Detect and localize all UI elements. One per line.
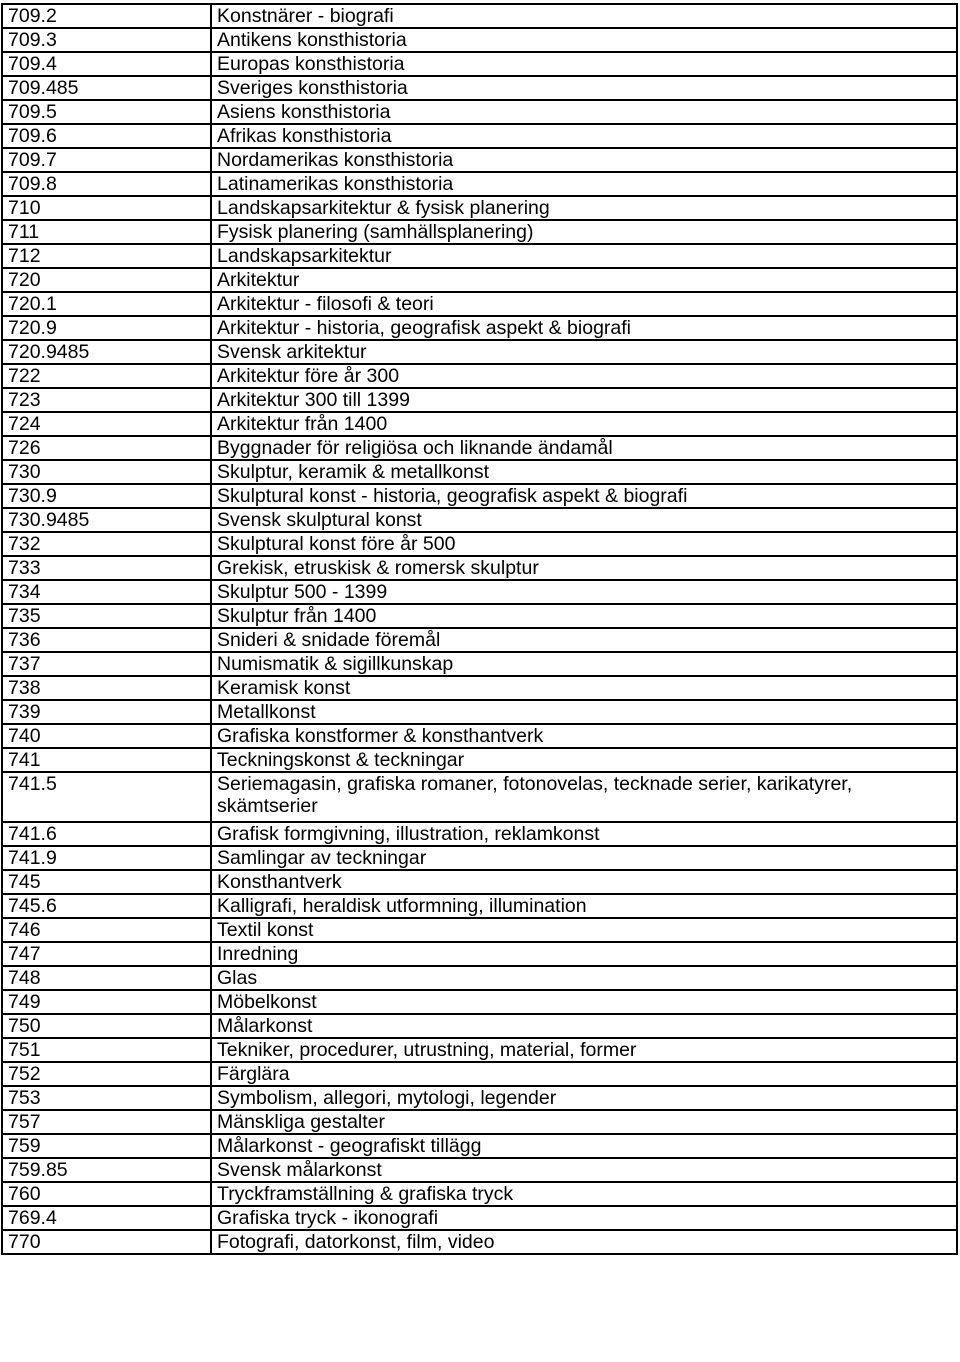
classification-title: Arkitektur - historia, geografisk aspekt & biografi <box>211 316 957 340</box>
classification-code: 748 <box>2 966 211 990</box>
classification-title: Europas konsthistoria <box>211 52 957 76</box>
classification-code: 732 <box>2 532 211 556</box>
classification-code: 709.3 <box>2 28 211 52</box>
table-row <box>2 1110 957 1134</box>
table-row <box>2 724 957 748</box>
classification-title: Arkitektur - filosofi & teori <box>211 292 957 316</box>
classification-code: 741.9 <box>2 846 211 870</box>
table-row <box>2 1182 957 1206</box>
classification-title: Afrikas konsthistoria <box>211 124 957 148</box>
table-row <box>2 412 957 436</box>
classification-code: 745.6 <box>2 894 211 918</box>
classification-code: 769.4 <box>2 1206 211 1230</box>
classification-code: 712 <box>2 244 211 268</box>
classification-title: Färglära <box>211 1062 957 1086</box>
table-row <box>2 52 957 76</box>
classification-title: Konsthantverk <box>211 870 957 894</box>
table-row <box>2 942 957 966</box>
classification-code: 757 <box>2 1110 211 1134</box>
table-row <box>2 292 957 316</box>
classification-code: 709.6 <box>2 124 211 148</box>
table-row <box>2 460 957 484</box>
table-row <box>2 772 957 822</box>
table-row <box>2 990 957 1014</box>
classification-code: 747 <box>2 942 211 966</box>
classification-code: 739 <box>2 700 211 724</box>
classification-code: 722 <box>2 364 211 388</box>
classification-title: Fysisk planering (samhällsplanering) <box>211 220 957 244</box>
classification-title: Samlingar av teckningar <box>211 846 957 870</box>
classification-code: 709.8 <box>2 172 211 196</box>
table-row <box>2 1206 957 1230</box>
classification-title: Målarkonst - geografiskt tillägg <box>211 1134 957 1158</box>
table-row <box>2 340 957 364</box>
classification-title: Skulptur, keramik & metallkonst <box>211 460 957 484</box>
classification-title: Arkitektur 300 till 1399 <box>211 388 957 412</box>
classification-title: Grafiska tryck - ikonografi <box>211 1206 957 1230</box>
table-row <box>2 628 957 652</box>
table-row <box>2 436 957 460</box>
classification-code: 749 <box>2 990 211 1014</box>
table-row <box>2 652 957 676</box>
table-row <box>2 196 957 220</box>
classification-title: Keramisk konst <box>211 676 957 700</box>
classification-code: 709.2 <box>2 4 211 28</box>
classification-title: Glas <box>211 966 957 990</box>
classification-code: 741 <box>2 748 211 772</box>
classification-code: 750 <box>2 1014 211 1038</box>
table-row <box>2 268 957 292</box>
table-row <box>2 484 957 508</box>
classification-code: 733 <box>2 556 211 580</box>
classification-code: 710 <box>2 196 211 220</box>
classification-title: Arkitektur före år 300 <box>211 364 957 388</box>
classification-title: Antikens konsthistoria <box>211 28 957 52</box>
classification-title: Metallkonst <box>211 700 957 724</box>
classification-title: Nordamerikas konsthistoria <box>211 148 957 172</box>
classification-code: 720.9485 <box>2 340 211 364</box>
table-row <box>2 532 957 556</box>
table-row <box>2 388 957 412</box>
table-row <box>2 172 957 196</box>
table-row <box>2 966 957 990</box>
classification-title: Landskapsarkitektur & fysisk planering <box>211 196 957 220</box>
classification-code: 726 <box>2 436 211 460</box>
table-row <box>2 556 957 580</box>
classification-code: 753 <box>2 1086 211 1110</box>
classification-code: 740 <box>2 724 211 748</box>
classification-code: 709.485 <box>2 76 211 100</box>
classification-code: 723 <box>2 388 211 412</box>
table-row <box>2 76 957 100</box>
table-row <box>2 148 957 172</box>
table-row <box>2 124 957 148</box>
table-row <box>2 4 957 28</box>
classification-title: Inredning <box>211 942 957 966</box>
classification-code: 720.1 <box>2 292 211 316</box>
table-row <box>2 846 957 870</box>
classification-title: Textil konst <box>211 918 957 942</box>
classification-title: Seriemagasin, grafiska romaner, fotonovelas, tecknade serier, karikatyrer, skämtserier <box>211 772 957 822</box>
classification-code: 730 <box>2 460 211 484</box>
classification-title: Kalligrafi, heraldisk utformning, illumination <box>211 894 957 918</box>
classification-code: 759.85 <box>2 1158 211 1182</box>
classification-code: 736 <box>2 628 211 652</box>
classification-title: Skulptur från 1400 <box>211 604 957 628</box>
table-row <box>2 1086 957 1110</box>
classification-code: 759 <box>2 1134 211 1158</box>
table-row <box>2 1158 957 1182</box>
classification-title: Arkitektur från 1400 <box>211 412 957 436</box>
table-row <box>2 28 957 52</box>
table-row <box>2 1038 957 1062</box>
classification-code: 734 <box>2 580 211 604</box>
table-row <box>2 676 957 700</box>
table-row <box>2 316 957 340</box>
classification-code: 720 <box>2 268 211 292</box>
classification-table-body <box>2 4 957 1254</box>
classification-code: 735 <box>2 604 211 628</box>
classification-code: 751 <box>2 1038 211 1062</box>
classification-code: 752 <box>2 1062 211 1086</box>
classification-code: 724 <box>2 412 211 436</box>
classification-code: 709.7 <box>2 148 211 172</box>
table-row <box>2 220 957 244</box>
classification-code: 738 <box>2 676 211 700</box>
classification-title: Byggnader för religiösa och liknande ändamål <box>211 436 957 460</box>
table-row <box>2 700 957 724</box>
classification-code: 770 <box>2 1230 211 1254</box>
table-row <box>2 894 957 918</box>
table-row <box>2 580 957 604</box>
classification-title: Svensk målarkonst <box>211 1158 957 1182</box>
classification-title: Konstnärer - biografi <box>211 4 957 28</box>
classification-title: Numismatik & sigillkunskap <box>211 652 957 676</box>
classification-title: Tryckframställning & grafiska tryck <box>211 1182 957 1206</box>
table-row <box>2 100 957 124</box>
classification-title: Tekniker, procedurer, utrustning, material, former <box>211 1038 957 1062</box>
classification-title: Mänskliga gestalter <box>211 1110 957 1134</box>
classification-title: Skulptural konst - historia, geografisk aspekt & biografi <box>211 484 957 508</box>
table-row <box>2 1062 957 1086</box>
classification-table <box>1 3 958 1255</box>
classification-code: 741.5 <box>2 772 211 822</box>
classification-title: Latinamerikas konsthistoria <box>211 172 957 196</box>
table-row <box>2 822 957 846</box>
classification-title: Symbolism, allegori, mytologi, legender <box>211 1086 957 1110</box>
classification-title: Sniderі & snidade föremål <box>211 628 957 652</box>
classification-title: Grekisk, etruskisk & romersk skulptur <box>211 556 957 580</box>
classification-title: Svensk arkitektur <box>211 340 957 364</box>
classification-code: 745 <box>2 870 211 894</box>
classification-title: Svensk skulptural konst <box>211 508 957 532</box>
classification-code: 709.4 <box>2 52 211 76</box>
classification-code: 730.9485 <box>2 508 211 532</box>
table-row <box>2 748 957 772</box>
classification-code: 730.9 <box>2 484 211 508</box>
classification-title: Fotografi, datorkonst, film, video <box>211 1230 957 1254</box>
classification-title: Asiens konsthistoria <box>211 100 957 124</box>
table-row <box>2 364 957 388</box>
table-row <box>2 918 957 942</box>
classification-title: Arkitektur <box>211 268 957 292</box>
classification-code: 711 <box>2 220 211 244</box>
classification-title: Möbelkonst <box>211 990 957 1014</box>
classification-code: 709.5 <box>2 100 211 124</box>
table-row <box>2 244 957 268</box>
classification-title: Målarkonst <box>211 1014 957 1038</box>
table-row <box>2 604 957 628</box>
classification-code: 741.6 <box>2 822 211 846</box>
classification-title: Sveriges konsthistoria <box>211 76 957 100</box>
table-row <box>2 1230 957 1254</box>
classification-title: Landskapsarkitektur <box>211 244 957 268</box>
classification-title: Grafisk formgivning, illustration, reklamkonst <box>211 822 957 846</box>
classification-code: 760 <box>2 1182 211 1206</box>
classification-code: 746 <box>2 918 211 942</box>
classification-title: Grafiska konstformer & konsthantverk <box>211 724 957 748</box>
classification-title: Teckningskonst & teckningar <box>211 748 957 772</box>
classification-code: 720.9 <box>2 316 211 340</box>
classification-title: Skulptur 500 - 1399 <box>211 580 957 604</box>
table-row <box>2 1134 957 1158</box>
table-row <box>2 1014 957 1038</box>
classification-code: 737 <box>2 652 211 676</box>
classification-title: Skulptural konst före år 500 <box>211 532 957 556</box>
table-row <box>2 870 957 894</box>
table-row <box>2 508 957 532</box>
